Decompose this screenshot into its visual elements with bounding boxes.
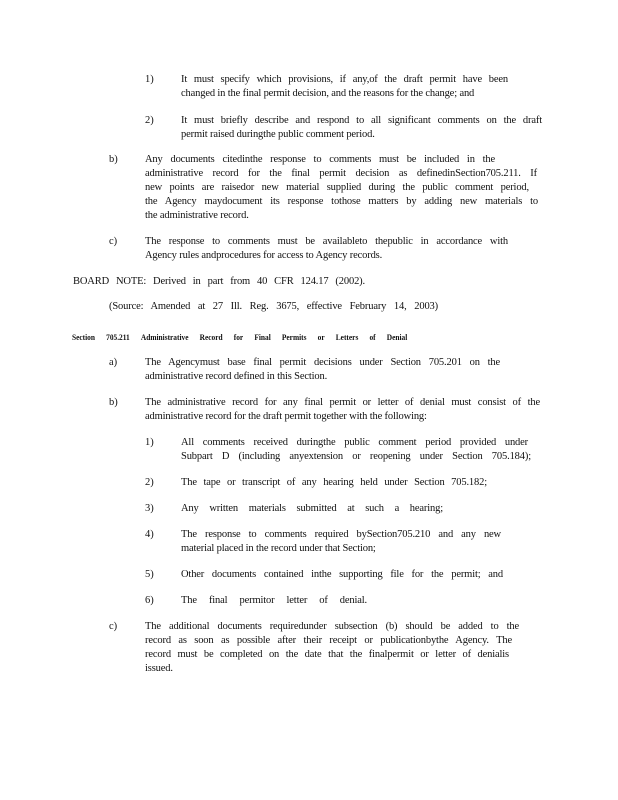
text-line: Any written materials submitted at such a hearing; [181,503,443,514]
item-number: 4) [145,529,154,540]
item-number: c) [109,236,118,247]
text-line: It must briefly describe and respond to all significant comments on the draft [181,115,542,126]
text-line: administrative record defined in this Section. [145,371,328,382]
text-line: Any documents citedinthe response to comments must be included in the [145,154,495,165]
heading-number: 705.211 [106,332,130,342]
text-line: material placed in the record under that Section; [181,543,376,554]
text-line: permit raised duringthe public comment period. [181,129,375,140]
heading-word: Administrative [140,332,189,342]
text-line: administrative record for the draft permit together with the following: [145,411,427,422]
text-line: new points are raisedor new material supplied during the public comment period, [145,182,529,193]
board-note: BOARD NOTE: Derived in part from 40 CFR 124.17 (2002). [73,276,365,287]
text-line: the administrative record. [145,210,249,221]
text-line: issued. [145,663,173,674]
item-number: 5) [145,569,154,580]
heading-word: for [233,332,244,342]
heading-word: Final [254,332,271,342]
item-number: 2) [145,477,154,488]
text-line: Agency rules andprocedures for access to Agency records. [145,250,383,261]
heading-label: Section [72,332,95,342]
text-line: The Agencymust base final permit decisions under Section 705.201 on the [145,357,500,368]
text-line: Other documents contained inthe supporting file for the permit; and [181,569,503,580]
text-line: The response to comments required bySection705.210 and any new [181,529,501,540]
text-line: Subpart D (including anyextension or reopening under Section 705.184); [181,451,531,462]
text-line: All comments received duringthe public comment period provided under [181,437,528,448]
item-number: b) [109,397,118,408]
text-line: The final permitor letter of denial. [181,595,367,606]
source-note: (Source: Amended at 27 Ill. Reg. 3675, effective February 14, 2003) [109,301,438,312]
text-line: The additional documents requiredunder subsection (b) should be added to the [145,621,519,632]
heading-word: Record [199,332,223,342]
text-line: The administrative record for any final permit or letter of denial must consist of the [145,397,540,408]
text-line: The response to comments must be availableto thepublic in accordance with [145,236,508,247]
item-number: 1) [145,437,154,448]
heading-word: Denial [386,332,408,342]
text-line: changed in the final permit decision, and the reasons for the change; and [181,88,475,99]
section-heading [72,331,407,345]
heading-word: of [369,332,376,342]
text-line: the Agency maydocument its response tothose matters by adding new materials to [145,196,538,207]
heading-word: or [317,332,325,342]
item-number: 3) [145,503,154,514]
text-line: record must be completed on the date that the finalpermit or letter of denialis [145,649,509,660]
text-line: administrative record for the final permit decision as definedinSection705.211. If [145,168,537,179]
heading-word: Letters [335,332,359,342]
item-number: 6) [145,595,154,606]
heading-word: Permits [281,332,307,342]
text-line: The tape or transcript of any hearing held under Section 705.182; [181,477,487,488]
item-number: 2) [145,115,154,126]
item-number: a) [109,357,118,368]
text-line: record as soon as possible after their receipt or publicationbythe Agency. The [145,635,512,646]
item-number: c) [109,621,118,632]
text-line: It must specify which provisions, if any,of the draft permit have been [181,74,508,85]
item-number: 1) [145,74,154,85]
item-number: b) [109,154,118,165]
